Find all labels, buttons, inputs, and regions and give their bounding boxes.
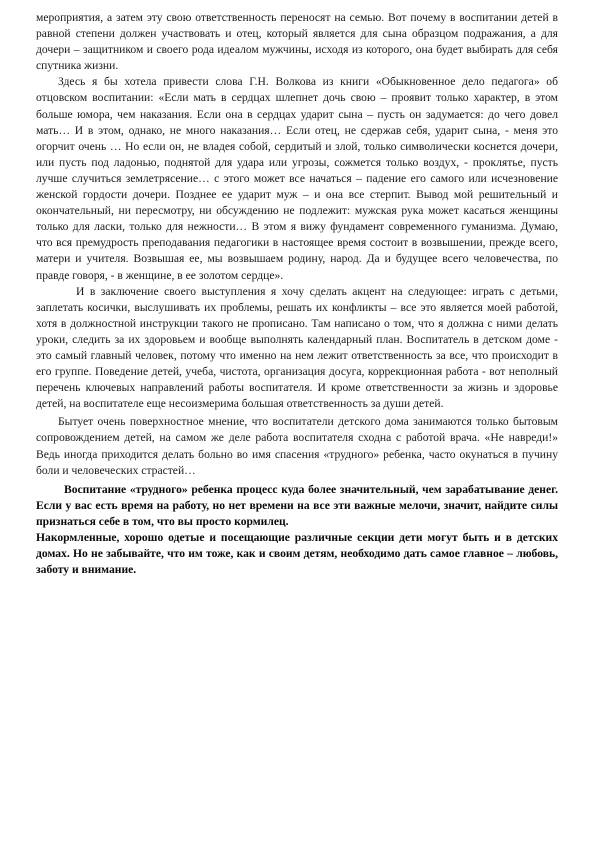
- paragraph-emphasis-upbringing: Воспитание «трудного» ребенка процесс куда более значительный, чем зарабатывание денег. Если у вас есть время на работу, но нет времени на все эти важные мелочи, значит, найдите силы признаться себе в том, что вы просто кормилец.: [36, 482, 558, 528]
- paragraph-conclusion: И в заключение своего выступления я хочу сделать акцент на следующее: играть с детьми, заплетать косички, выслушивать их проблемы, решать их конфликты – все это является моей работой, хотя в должностной инструкции такого не прописано. Там написано о том, что я должна с ними делать уроки, следить за их здоровьем и вообще выполнять календарный план. Воспитатель в детском доме - это самый главный человек, потому что именно на нем лежит ответственность за все, что происходит в его группе. Поведение детей, учеба, чистота, организация досуга, коррекционная работа - вот неполный перечень ключевых направлений работы воспитателя. И кроме ответственности за жизнь и здоровье детей, на воспитателе еще несоизмерима большая ответственность за души детей.: [36, 284, 558, 411]
- document-page: [36, 10, 558, 578]
- paragraph-volkov-quote: Здесь я бы хотела привести слова Г.Н. Волкова из книги «Обыкновенное дело педагога» об отцовском воспитании: «Если мать в сердцах шлепнет дочь свою – проявит только характер, в этом больше юмора, чем наказания. Если она в сердцах ударит сына – пусть он задумается: до чего довел мать… И в этом, однако, не много наказания… Если отец, не сдержав себя, ударит сына, - меня это огорчит очень … Но если он, не владея собой, сердитый и злой, только символически коснется дочери, или пусть под ладонью, поднятой для удара или угрозы, сожмется только воздух, - проклятье, пусть лучше случиться землетрясение… с этого может все начаться – падение его самого или исчезновение женской гордости дочери. Позднее ее ударит муж – и она все стерпит. Вывод мой решительный и окончательный, ни пересмотру, ни обсуждению не подлежит: мужская рука может касаться женщины только для ласки, только для нежности… В этом я вижу фундамент современного гуманизма. Думаю, что вся премудрость преподавания педагогики в настоящее время состоит в возвышении, прежде всего, матери и учителя. Возвышая ее, мы возвышаем родину, народ. Да и будущее всего человечества, по правде говоря, - в женщине, в ее золотом сердце».: [36, 75, 558, 282]
- paragraph-emphasis-love: Накормленные, хорошо одетые и посещающие различные секции дети могут быть и в детских домах. Но не забывайте, что им тоже, как и своим детям, необходимо дать самое главное – любовь, заботу и внимание.: [36, 531, 558, 577]
- paragraph-opinion: Бытует очень поверхностное мнение, что воспитатели детского дома занимаются только бытовым сопровождением детей, на самом же деле работа воспитателя сходна с работой врача. «Не навреди!» Ведь иногда приходится делать больно во имя спасения «трудного» ребенка, часто окунаться в пучину боли и человеческих страстей…: [36, 415, 558, 477]
- paragraph-intro: мероприятия, а затем эту свою ответственность переносят на семью. Вот почему в воспитании детей в равной степени должен участвовать и отец, который является для сына образцом подражания, а для дочери – защитником и своего рода идеалом мужчины, исходя из которого, она будет выбирать для себя спутника жизни.: [36, 11, 558, 73]
